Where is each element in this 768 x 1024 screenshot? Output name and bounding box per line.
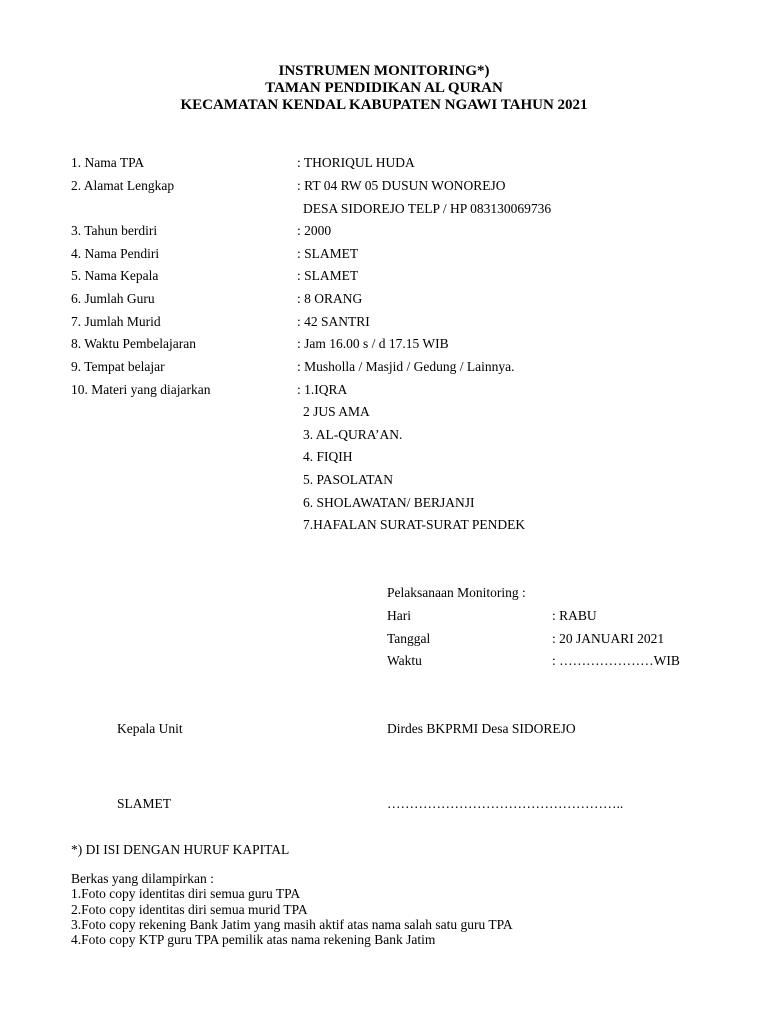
materi-item: 3. AL-QURA’AN. (303, 427, 403, 442)
document-header (0, 63, 768, 114)
monitoring-title: Pelaksanaan Monitoring : (387, 585, 526, 600)
field-value: : THORIQUL HUDA (297, 155, 415, 170)
attachment-item: 3.Foto copy rekening Bank Jatim yang masih aktif atas nama salah satu guru TPA (71, 917, 513, 932)
field-label: 1. Nama TPA (71, 155, 145, 170)
field-value: : SLAMET (297, 246, 359, 261)
signature-right-name: …………………………………………….. (387, 796, 624, 811)
field-label: 2. Alamat Lengkap (71, 178, 175, 193)
attachments-title: Berkas yang dilampirkan : (71, 871, 214, 886)
field-label: 9. Tempat belajar (71, 359, 165, 374)
field-value: : Musholla / Masjid / Gedung / Lainnya. (297, 359, 515, 374)
field-value: : 2000 (297, 223, 332, 238)
attachment-item: 2.Foto copy identitas diri semua murid TPA (71, 902, 308, 917)
materi-item: 2 JUS AMA (303, 404, 370, 419)
materi-item: 5. PASOLATAN (303, 472, 393, 487)
attachment-item: 4.Foto copy KTP guru TPA pemilik atas nama rekening Bank Jatim (71, 932, 436, 947)
field-value: : Jam 16.00 s / d 17.15 WIB (297, 336, 449, 351)
address-line-2: DESA SIDOREJO TELP / HP 083130069736 (303, 201, 552, 216)
signature-left-name: SLAMET (117, 796, 171, 811)
monitoring-value-hari: : RABU (552, 608, 597, 623)
signature-right-title: Dirdes BKPRMI Desa SIDOREJO (387, 721, 576, 736)
field-label: 8. Waktu Pembelajaran (71, 336, 197, 351)
materi-item: 7.HAFALAN SURAT-SURAT PENDEK (303, 517, 526, 532)
field-value: : 8 ORANG (297, 291, 363, 306)
monitoring-label-tanggal: Tanggal (387, 631, 431, 646)
field-label: 4. Nama Pendiri (71, 246, 160, 261)
monitoring-value-tanggal: : 20 JANUARI 2021 (552, 631, 665, 646)
header-subtitle: TAMAN PENDIDIKAN AL QURAN (265, 80, 503, 96)
field-label: 10. Materi yang diajarkan (71, 382, 211, 397)
monitoring-label-waktu: Waktu (387, 653, 422, 668)
field-label: 6. Jumlah Guru (71, 291, 155, 306)
field-label: 5. Nama Kepala (71, 268, 159, 283)
header-title: INSTRUMEN MONITORING*) (278, 63, 490, 79)
materi-item: 4. FIQIH (303, 449, 353, 464)
monitoring-label-hari: Hari (387, 608, 411, 623)
field-label: 7. Jumlah Murid (71, 314, 161, 329)
field-value: : RT 04 RW 05 DUSUN WONOREJO (297, 178, 506, 193)
capital-letters-note: *) DI ISI DENGAN HURUF KAPITAL (71, 842, 290, 857)
field-value: : 42 SANTRI (297, 314, 370, 329)
field-value: : 1.IQRA (297, 382, 348, 397)
field-label: 3. Tahun berdiri (71, 223, 158, 238)
header-location: KECAMATAN KENDAL KABUPATEN NGAWI TAHUN 2021 (180, 97, 588, 113)
signature-left-title: Kepala Unit (117, 721, 183, 736)
field-value: : SLAMET (297, 268, 359, 283)
materi-item: 6. SHOLAWATAN/ BERJANJI (303, 495, 475, 510)
monitoring-value-waktu: : …………………WIB (552, 653, 680, 668)
attachment-item: 1.Foto copy identitas diri semua guru TPA (71, 886, 301, 901)
